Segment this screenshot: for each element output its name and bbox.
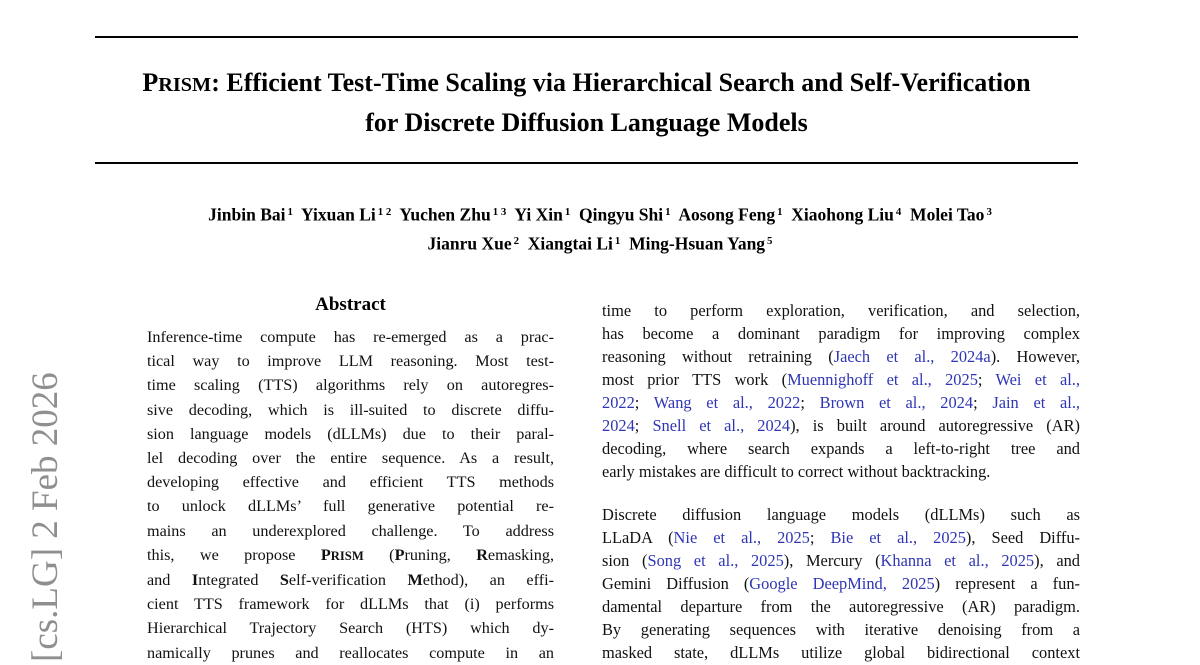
authors-line-2 bbox=[60, 228, 1140, 257]
citation-link[interactable]: Khanna et al., 2025 bbox=[880, 551, 1035, 570]
citation-link[interactable]: Nie et al., 2025 bbox=[673, 528, 810, 547]
text-segment: ), Seed Diffu- bbox=[965, 528, 1081, 547]
paper-title-line-1 bbox=[95, 64, 1078, 104]
text-line bbox=[602, 391, 1080, 414]
text-segment: Yi Xin bbox=[506, 204, 563, 225]
citation-link[interactable]: 2022 bbox=[602, 393, 635, 412]
text-segment: runing, bbox=[404, 545, 477, 564]
affiliation-superscript: 1 bbox=[564, 206, 571, 218]
text-segment: ethod), an effi- bbox=[422, 571, 554, 590]
text-segment: has become a dominant paradigm for improving complex bbox=[602, 324, 1080, 343]
text-segment: early mistakes are difficult to correct without backtracking. bbox=[602, 462, 991, 481]
text-segment: Yuchen Zhu bbox=[391, 204, 491, 225]
text-segment: and bbox=[147, 571, 192, 590]
affiliation-superscript: 3 bbox=[986, 206, 992, 218]
affiliation-superscript: 1 bbox=[777, 206, 783, 218]
text-line bbox=[147, 398, 554, 422]
text-segment: developing effective and efficient TTS methods bbox=[147, 473, 554, 492]
text-line bbox=[147, 349, 554, 373]
text-line bbox=[147, 543, 554, 568]
text-line bbox=[147, 470, 554, 494]
top-horizontal-rule bbox=[95, 36, 1078, 38]
text-line bbox=[147, 494, 554, 518]
text-segment: masked state, dLLMs utilize global bidirectional context bbox=[602, 643, 1080, 662]
text-segment: emasking, bbox=[487, 545, 554, 564]
text-line bbox=[147, 641, 554, 665]
paper-title-line-2 bbox=[95, 104, 1078, 142]
text-segment: S bbox=[279, 571, 289, 590]
text-segment: reasoning without retraining ( bbox=[602, 347, 834, 366]
text-segment: RISM bbox=[158, 74, 212, 96]
affiliation-superscript: 1 2 bbox=[377, 206, 392, 218]
text-segment: R bbox=[476, 545, 488, 564]
text-segment: Qingyu Shi bbox=[570, 204, 664, 225]
text-line bbox=[147, 519, 554, 543]
citation-link[interactable]: 2024 bbox=[602, 416, 635, 435]
text-segment: ntegrated bbox=[198, 571, 280, 590]
text-segment: time to perform exploration, verification, and selection, bbox=[602, 301, 1080, 320]
affiliation-superscript: 1 bbox=[287, 206, 293, 218]
text-segment: most prior TTS work ( bbox=[602, 370, 788, 389]
affiliation-superscript: 1 bbox=[614, 235, 621, 248]
text-segment: sion ( bbox=[602, 551, 648, 570]
text-line bbox=[602, 572, 1080, 595]
text-segment: sion language models (dLLMs) due to their paral- bbox=[147, 424, 554, 443]
text-line bbox=[147, 616, 554, 640]
text-segment: Hierarchical Trajectory Search (HTS) which dy- bbox=[147, 619, 554, 638]
text-line bbox=[602, 526, 1080, 549]
citation-link[interactable]: Snell et al., 2024 bbox=[652, 416, 791, 435]
text-segment: ; bbox=[634, 416, 653, 435]
text-segment: time scaling (TTS) algorithms rely on autoregres- bbox=[147, 376, 554, 395]
text-line bbox=[147, 568, 554, 592]
text-segment: RISM bbox=[330, 548, 364, 563]
text-line bbox=[602, 641, 1080, 664]
text-line bbox=[602, 322, 1080, 345]
text-segment: mains an underexplored challenge. To address bbox=[147, 521, 554, 540]
text-segment: sive decoding, which is ill-suited to discrete diffu- bbox=[147, 400, 554, 419]
text-segment: ), and bbox=[1034, 551, 1080, 570]
citation-link[interactable]: Bie et al., 2025 bbox=[830, 528, 966, 547]
text-line bbox=[602, 345, 1080, 368]
intro-paragraph-2 bbox=[602, 503, 1080, 664]
affiliation-superscript: 2 bbox=[513, 235, 520, 248]
citation-link[interactable]: Brown et al., 2024 bbox=[819, 393, 974, 412]
text-segment: lel decoding over the entire sequence. As a result, bbox=[147, 449, 554, 468]
text-segment: Discrete diffusion language models (dLLMs) such as bbox=[602, 505, 1080, 524]
text-line bbox=[602, 368, 1080, 391]
text-segment: ), is built around autoregressive (AR) bbox=[790, 416, 1080, 435]
text-segment: Molei Tao bbox=[901, 204, 985, 225]
text-segment: By generating sequences with iterative denoising from a bbox=[602, 620, 1080, 639]
text-segment: I bbox=[191, 571, 199, 590]
citation-link[interactable]: Muennighoff et al., 2025 bbox=[787, 370, 978, 389]
text-line bbox=[602, 414, 1080, 437]
affiliation-superscript: 1 bbox=[665, 206, 671, 218]
text-segment: P bbox=[320, 545, 331, 564]
title-bottom-rule bbox=[95, 162, 1078, 164]
text-segment: Aosong Feng bbox=[670, 204, 776, 225]
text-segment: P bbox=[142, 68, 159, 97]
text-segment: ; bbox=[973, 393, 993, 412]
citation-link[interactable]: Wang et al., 2022 bbox=[653, 393, 801, 412]
text-segment: ; bbox=[800, 393, 820, 412]
text-line bbox=[602, 437, 1080, 460]
text-segment: Xiaohong Liu bbox=[782, 204, 894, 225]
text-segment: ; bbox=[634, 393, 654, 412]
abstract-heading: Abstract bbox=[315, 294, 386, 315]
author-list bbox=[60, 199, 1140, 258]
text-segment: namically prunes and reallocates compute in an bbox=[147, 643, 554, 662]
citation-link[interactable]: Song et al., 2025 bbox=[647, 551, 784, 570]
citation-link[interactable]: Jaech et al., 2024a bbox=[833, 347, 991, 366]
text-segment: LLaDA ( bbox=[602, 528, 674, 547]
text-segment: ( bbox=[363, 545, 395, 564]
text-segment: damental departure from the autoregressive (AR) paradigm. bbox=[602, 597, 1080, 616]
text-segment: elf-verification bbox=[288, 571, 408, 590]
text-segment: : Efficient Test-Time Scaling via Hierarchical Search and Self-Verification bbox=[211, 68, 1031, 97]
text-segment: Ming-Hsuan Yang bbox=[620, 233, 766, 254]
text-line bbox=[602, 503, 1080, 526]
text-line bbox=[147, 422, 554, 446]
text-segment: P bbox=[394, 545, 405, 564]
text-segment: Xiangtai Li bbox=[519, 233, 613, 254]
citation-link[interactable]: Google DeepMind, 2025 bbox=[749, 574, 935, 593]
text-segment: decoding, where search expands a left-to-right tree and bbox=[602, 439, 1080, 458]
text-segment: Yixuan Li bbox=[292, 204, 376, 225]
citation-link[interactable]: Jain et al., bbox=[992, 393, 1081, 412]
arxiv-category-date-stamp: [cs.LG] 2 Feb 2026 bbox=[25, 372, 66, 662]
text-segment: ; bbox=[977, 370, 996, 389]
text-segment: this, we propose bbox=[147, 545, 321, 564]
text-line bbox=[147, 446, 554, 470]
text-line bbox=[602, 549, 1080, 572]
affiliation-superscript: 4 bbox=[895, 206, 902, 218]
text-segment: tical way to improve LLM reasoning. Most test- bbox=[147, 352, 554, 371]
text-line bbox=[147, 592, 554, 616]
affiliation-superscript: 1 3 bbox=[492, 206, 507, 218]
text-segment: for Discrete Diffusion Language Models bbox=[365, 108, 808, 137]
text-segment: Gemini Diffusion ( bbox=[602, 574, 750, 593]
text-segment: ) represent a fun- bbox=[934, 574, 1080, 593]
intro-paragraph-1 bbox=[602, 299, 1080, 483]
paper-title bbox=[95, 64, 1078, 142]
text-line bbox=[147, 325, 554, 349]
text-line bbox=[602, 460, 1080, 483]
text-line bbox=[147, 373, 554, 397]
text-segment: Jianru Xue bbox=[427, 233, 512, 254]
text-segment: M bbox=[407, 571, 423, 590]
text-segment: ; bbox=[809, 528, 831, 547]
text-segment: Jinbin Bai bbox=[208, 204, 286, 225]
text-segment: cient TTS framework for dLLMs that (i) performs bbox=[147, 595, 554, 614]
text-line bbox=[602, 595, 1080, 618]
abstract-paragraph bbox=[147, 325, 554, 665]
authors-line-1 bbox=[60, 199, 1140, 228]
citation-link[interactable]: Wei et al., bbox=[995, 370, 1080, 389]
text-line bbox=[602, 618, 1080, 641]
text-segment: to unlock dLLMs’ full generative potential re- bbox=[147, 497, 554, 516]
text-segment: Inference-time compute has re-emerged as a prac- bbox=[147, 328, 554, 346]
text-segment: ), Mercury ( bbox=[783, 551, 881, 570]
text-segment: ). However, bbox=[990, 347, 1081, 366]
text-line bbox=[602, 299, 1080, 322]
affiliation-superscript: 5 bbox=[767, 235, 773, 248]
